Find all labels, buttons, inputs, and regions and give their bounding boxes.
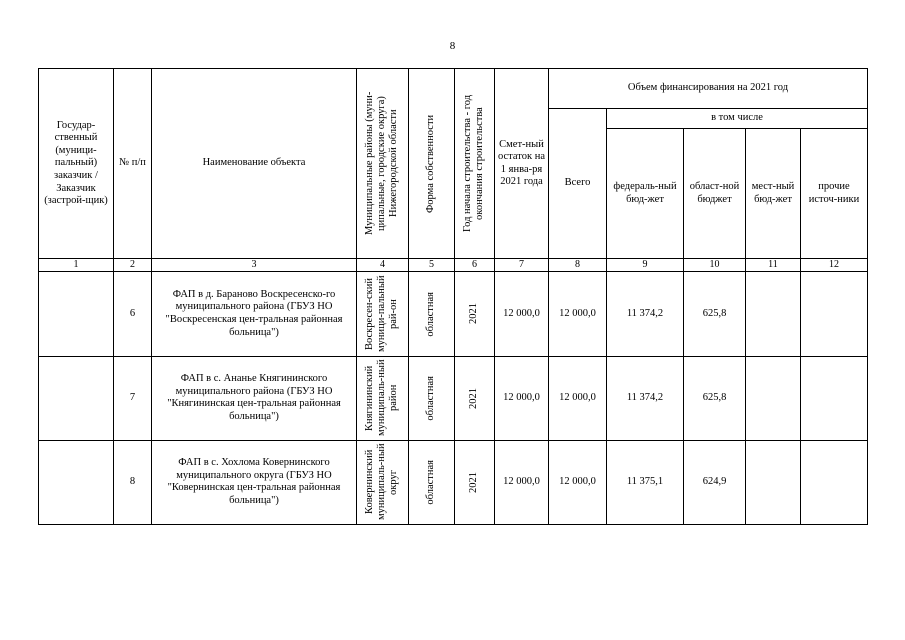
row-customer [39,356,114,440]
column-number: 9 [607,259,684,272]
row-years-cell [455,356,495,440]
row-other [801,356,868,440]
header-total: Всего [549,109,607,259]
header-customer: Государ-ственный (муници-пальный) заказчик / Заказчик (застрой-щик) [39,69,114,259]
row-district: Княгининский муниципаль-ный район [364,359,400,437]
row-total: 12 000,0 [549,272,607,356]
column-number: 10 [684,259,746,272]
header-local: мест-ный бюд-жет [746,129,801,259]
column-number-row [39,259,868,272]
column-number: 3 [152,259,357,272]
row-regional: 625,8 [684,356,746,440]
row-customer [39,440,114,524]
row-customer [39,272,114,356]
row-years: 2021 [468,471,480,493]
row-federal: 11 374,2 [607,356,684,440]
column-number: 1 [39,259,114,272]
column-number: 6 [455,259,495,272]
row-balance: 12 000,0 [495,356,549,440]
column-number: 8 [549,259,607,272]
row-other [801,440,868,524]
header-ownership-cell [409,69,455,259]
table-row [39,440,868,524]
row-total: 12 000,0 [549,356,607,440]
row-federal: 11 375,1 [607,440,684,524]
row-ownership-cell [409,440,455,524]
row-federal: 11 374,2 [607,272,684,356]
row-other [801,272,868,356]
column-number: 7 [495,259,549,272]
row-object-name: ФАП в с. Хохлома Ковернинского муниципального округа (ГБУЗ НО "Ковернинская цен-тральная районная больница") [152,440,357,524]
row-ownership-cell [409,356,455,440]
page-number: 8 [449,40,456,52]
row-object-name: ФАП в с. Ананье Княгининского муниципального района (ГБУЗ НО "Княгининская цен-тральная районная больница") [152,356,357,440]
table-row [39,272,868,356]
row-local [746,440,801,524]
row-district-cell [357,356,409,440]
header-years-cell [455,69,495,259]
row-balance: 12 000,0 [495,440,549,524]
row-balance: 12 000,0 [495,272,549,356]
header-federal: федераль-ный бюд-жет [607,129,684,259]
row-local [746,356,801,440]
row-num: 8 [114,440,152,524]
financing-table [38,68,868,525]
row-object-name: ФАП в д. Бараново Воскресенско-го муниципального района (ГБУЗ НО "Воскресенская цен-тральная районная больница") [152,272,357,356]
header-num: № п/п [114,69,152,259]
row-years-cell [455,272,495,356]
row-ownership: областная [425,460,437,505]
row-years: 2021 [468,387,480,409]
row-ownership: областная [425,375,437,421]
row-ownership: областная [425,291,437,337]
column-number: 11 [746,259,801,272]
header-balance: Смет-ный остаток на 1 янва-ря 2021 года [495,69,549,259]
header-including: в том числе [607,109,868,129]
row-ownership-cell [409,272,455,356]
row-district: Воскресен-ский муници-пальный рай-он [364,275,400,353]
header-other: прочие источ-ники [801,129,868,259]
row-district-cell [357,272,409,356]
header-object-name: Наименование объекта [152,69,357,259]
table-row [39,356,868,440]
header-ownership: Форма собственности [425,114,437,213]
row-years-cell [455,440,495,524]
column-number: 12 [801,259,868,272]
row-local [746,272,801,356]
row-regional: 625,8 [684,272,746,356]
row-total: 12 000,0 [549,440,607,524]
row-num: 7 [114,356,152,440]
header-districts-cell [357,69,409,259]
row-district: Ковернинский муниципаль-ный округ [364,444,400,521]
header-regional: област-ной бюджет [684,129,746,259]
column-number: 2 [114,259,152,272]
row-years: 2021 [468,303,480,325]
row-num: 6 [114,272,152,356]
row-regional: 624,9 [684,440,746,524]
row-district-cell [357,440,409,524]
header-districts: Муниципальные районы (муни-ципальные, городские округа) Нижегородской области [364,92,400,236]
column-number: 4 [357,259,409,272]
header-funding-2021: Объем финансирования на 2021 год [549,69,868,109]
header-years: Год начала строительства - год окончания строительства [462,95,486,233]
column-number: 5 [409,259,455,272]
